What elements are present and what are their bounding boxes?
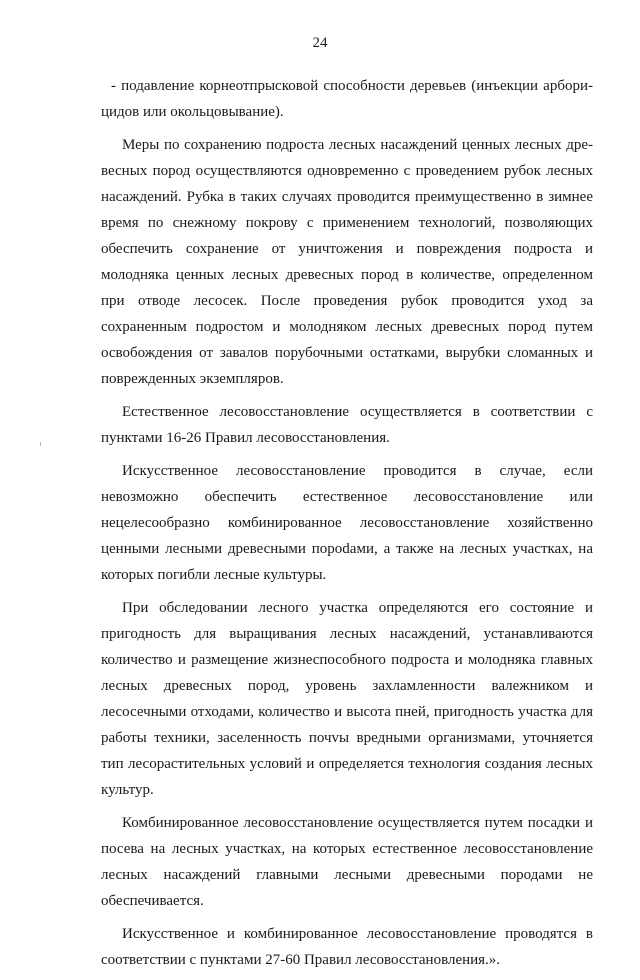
paragraph-artificial-reforestation: Искусственное лесовосстановление проводится в случае, если невозможно обеспечить естественное лесовосстановление или нецелесообразно комбинированное лесовосстановление хозяйственно ценными лесными древесными пороdами, а также на лесных участках, на которых погибли лесные культуры. bbox=[101, 463, 593, 583]
paragraph-combined-reforestation: Комбинированное лесовосстановление осуществляется путем посадки и посева на лесных участках, на которых естественное лесовосстановление лесных насаждений главными лесными древесными породами не обеспечивается. bbox=[101, 815, 593, 909]
paragraph-site-survey: При обследовании лесного участка определяются его состояние и пригодность для выращивания лесных насаждений, устанавливаются количество и размещение жизнеспособного подроста и молодняка главных лесных древесных пород, уровень захламленности валежником и лесосечными отходами, количество и высота пней, пригодность участка для работы техники, заселенность почvы вредными организмами, уточняется тип лесорастительных условий и определяется технология создания лесных культур. bbox=[101, 600, 593, 798]
paragraph-rules-reference: Искусственное и комбинированное лесовосстановление проводятся в соответствии с пунктами 27-60 Правил лесовосстановления.». bbox=[101, 926, 593, 968]
paragraph-undergrowth-preservation: Меры по сохранению подроста лесных насаждений ценных лесных древесных пород осуществляются одновременно с проведением рубок лесных насаждений. Рубка в таких случаях проводится преимущественно в зимнее время по снежному покрову с применением технологий, позволяющих обеспечить сохранение от уничтожения и повреждения подроста и молодняка ценных лесных древесных пород в количестве, определенном при отводе лесосек. После проведения рубок проводится уход за сохраненным подростом и молодняком лесных древесных пород путем освобождения от завалов порубочными остатками, вырубки сломанных и поврежденных экземпляров. bbox=[101, 137, 593, 387]
scan-margin-mark bbox=[40, 442, 41, 446]
paragraph-arboricide-list-item: - подавление корнеотпрысковой способности деревьев (инъекции арборицидов или окольцовывание). bbox=[101, 78, 593, 120]
page-number: 24 bbox=[312, 35, 328, 51]
paragraph-natural-reforestation: Естественное лесовосстановление осуществляется в соответствии с пунктами 16-26 Правил лесовосстановления. bbox=[101, 404, 593, 446]
document-body bbox=[101, 73, 593, 980]
